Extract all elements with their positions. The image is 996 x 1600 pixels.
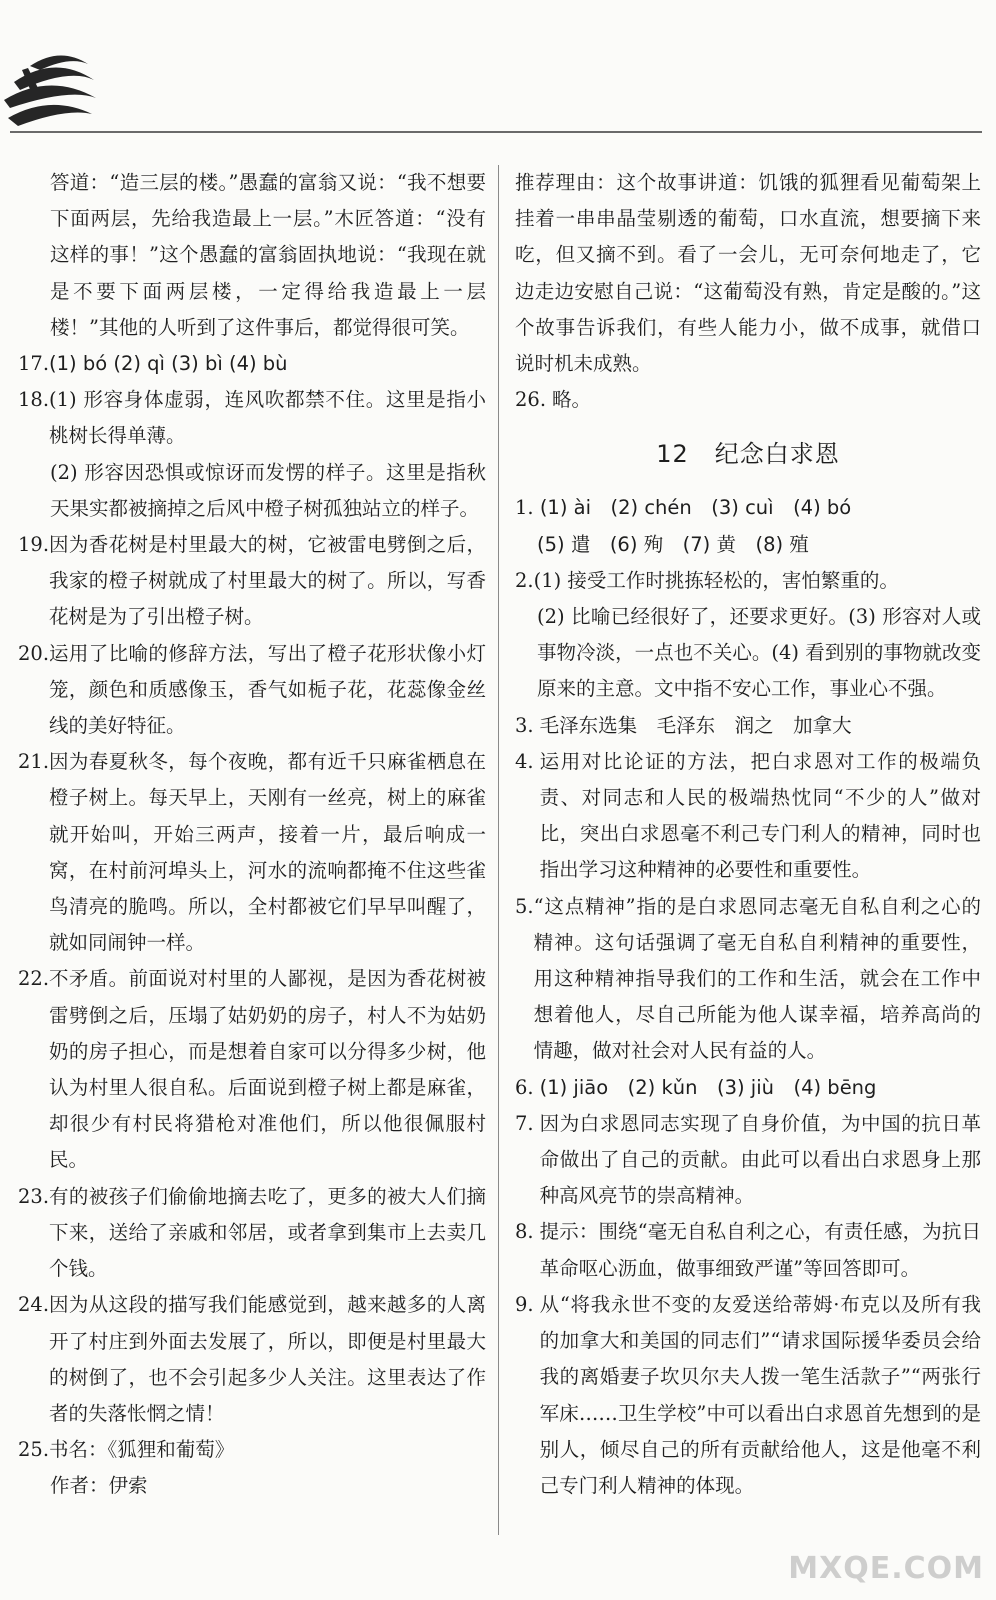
answer-26: 26. 略。 [515,388,592,412]
header-rule [10,131,982,133]
answer-21: 21. 因为春夏秋冬，每个夜晚，都有近千只麻雀栖息在橙子树上。每天早上，天刚有一丝亮，树上的麻雀就开始叫，开始三两声，接着一片，最后响成一窝，在村前河埠头上，河水的流响都掩不住这些雀鸟清亮的脆鸣。所以，全村都被它们早早叫醒了，就如同闹钟一样。 [18,750,486,955]
answer-s12-6: 6. (1) jiāo (2) kǔn (3) jiù (4) bēng [515,1075,877,1099]
site-watermark: MXQE.COM [788,1551,984,1586]
answer-20: 20. 运用了比喻的修辞方法，写出了橙子花形状像小灯笼，颜色和质感像玉，香气如栀子花，花蕊像金丝线的美好特征。 [18,641,486,738]
answer-17: 17. (1) bó (2) qì (3) bì (4) bù [18,352,288,376]
right-column [515,165,981,1504]
answer-19: 19. 因为香花树是村里最大的树，它被雷电劈倒之后，我家的橙子树就成了村里最大的树了。所以，写香花树是为了引出橙子树。 [18,533,486,629]
answer-s12-9: 9. 从“将我永世不变的友爱送给蒂姆·布克以及所有我的加拿大和美国的同志们”“请求国际援华委员会给我的离婚妻子坎贝尔夫人拨一笔生活款子”“两张行军床……卫生学校”中可以看出白求恩首先想到的是别人，倾尽自己的所有贡献给他人，这是他毫不利己专门利人精神的体现。 [515,1292,981,1497]
answer-s12-2-part-2: (2) 比喻已经很好了，还要求更好。(3) 形容对人或事物冷淡，一点也不关心。(4) 看到别的事物就改变原来的主意。文中指不安心工作，事业心不强。 [537,605,981,701]
answer-s12-5: 5. “这点精神”指的是白求恩同志毫无自私自利之心的精神。这句话强调了毫无自私自利精神的重要性，用这种精神指导我们的工作和生活，就会在工作中想着他人，尽自己所能为他人谋幸福，培养高尚的情趣，做对社会对人民有益的人。 [515,894,981,1063]
left-column [18,165,486,1505]
column-divider [498,165,499,1535]
answer-s12-8: 8. 提示：围绕“毫无自私自利之心，有责任感，为抗日革命呕心沥血，做事细致严谨”等回答即可。 [515,1220,981,1280]
section-number: 12 [656,440,689,469]
answer-25-author: 作者：伊索 [50,1474,148,1498]
answer-s12-1: 1. (1) ài (2) chén (3) cuì (4) bó [515,496,852,520]
answer-s12-3: 3. 毛泽东选集 毛泽东 润之 加拿大 [515,713,852,737]
answer-s12-2: 2. (1) 接受工作时挑拣轻松的，害怕繁重的。 [515,568,899,592]
answer-s12-4: 4. 运用对比论证的方法，把白求恩对工作的极端负责、对同志和人民的极端热忱同“不少的人”做对比，突出白求恩毫不利己专门利人的精神，同时也指出学习这种精神的必要性和重要性。 [515,749,981,882]
publisher-logo-icon [0,42,100,132]
answer-s12-1-line-2: (5) 遣 (6) 殉 (7) 黄 (8) 殖 [537,532,809,556]
answer-s12-7: 7. 因为白求恩同志实现了自身价值，为中国的抗日革命做出了自己的贡献。由此可以看出白求恩身上那种高风亮节的崇高精神。 [515,1111,981,1208]
continued-story-text: 答道：“造三层的楼。”愚蠢的富翁又说：“我不想要下面两层，先给我造最上一层。”木匠答道：“没有这样的事！”这个愚蠢的富翁固执地说：“我现在就是不要下面两层楼，一定得给我造最上一层楼！”其他的人听到了这件事后，都觉得很可笑。 [50,171,486,339]
answer-24: 24. 因为从这段的描写我们能感觉到，越来越多的人离开了村庄到外面去发展了，所以，即便是村里最大的树倒了，也不会引起多少人关注。这里表达了作者的失落怅惘之情！ [18,1293,486,1425]
section-title [515,434,981,474]
answer-18: 18. (1) 形容身体虚弱，连风吹都禁不住。这里是指小桃树长得单薄。 [18,388,486,448]
section-name: 纪念白求恩 [714,440,840,469]
recommendation-text: 推荐理由：这个故事讲道：饥饿的狐狸看见葡萄架上挂着一串串晶莹剔透的葡萄，口水直流，想要摘下来吃，但又摘不到。看了一会儿，无可奈何地走了，它边走边安慰自己说：“这葡萄没有熟，肯定是酸的。”这个故事告诉我们，有些人能力小，做不成事，就借口说时机未成熟。 [515,171,981,376]
answer-22: 22. 不矛盾。前面说对村里的人鄙视，是因为香花树被雷劈倒之后，压塌了姑奶奶的房子，村人不为姑奶奶的房子担心，而是想着自家可以分得多少树，他认为村里人很自私。后面说到橙子树上都是麻雀，却很少有村民将猎枪对准他们，所以他很佩服村民。 [18,967,486,1172]
answer-18-part-2: (2) 形容因恐惧或惊讶而发愣的样子。这里是指秋天果实都被摘掉之后风中橙子树孤独站立的样子。 [50,460,486,520]
answer-23: 23. 有的被孩子们偷偷地摘去吃了，更多的被大人们摘下来，送给了亲戚和邻居，或者拿到集市上去卖几个钱。 [18,1184,486,1281]
answer-25: 25. 书名：《狐狸和葡萄》 [18,1438,235,1462]
